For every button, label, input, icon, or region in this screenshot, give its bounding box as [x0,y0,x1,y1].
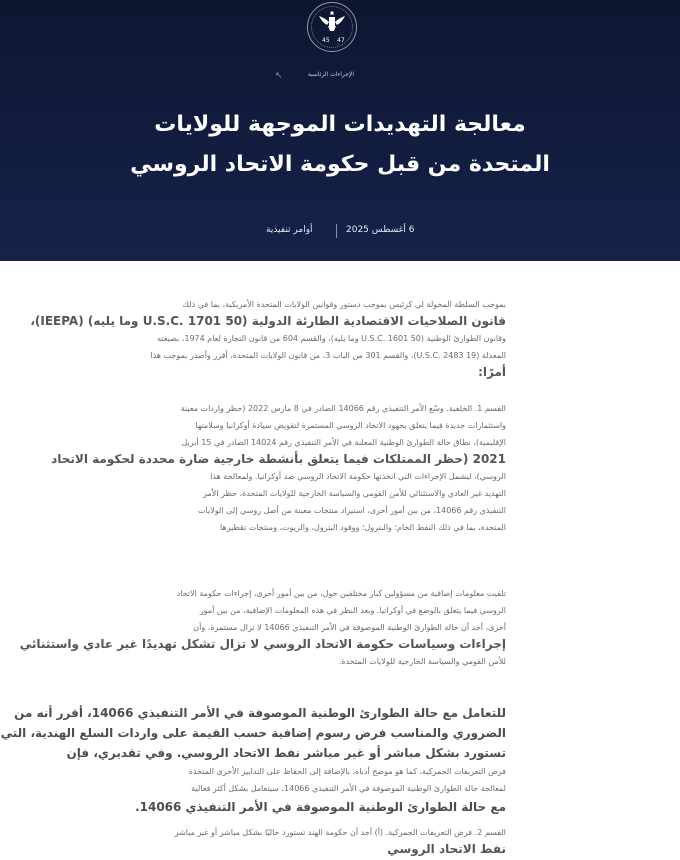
eagle-icon [317,8,347,36]
text-line: القسم 2. فرض التعريفات الجمركية. (أ) أجد أن حكومة الهند تستورد حاليًا بشكل مباشر أو غير مباشر [174,828,506,837]
text-line: تستورد بشكل مباشر أو غير مباشر نفط الاتحاد الروسي. وفي تقديري، فإن [66,746,506,760]
seal-number-left: 45 [322,37,330,44]
text-line: وقانون الطوارئ الوطنية (50 U.S.C. 1601 وما يليه)، والقسم 604 من قانون التجارة لعام 1974، بصيغته [157,334,506,343]
text-line: واستثمارات جديدة فيما يتعلق بجهود الاتحاد الروسي المستمرة لتقويض سيادة أوكرانيا وسلامتها [195,421,506,430]
text-line: الروسي)، ليشمل الإجراءات التي اتخذتها حكومة الاتحاد الروسي ضد أوكرانيا. ولمعالجة هذا [210,472,506,481]
text-line: للتعامل مع حالة الطوارئ الوطنية الموصوفة في الأمر التنفيذي 14066، أقرر أنه من [14,706,506,720]
page-title [40,105,640,185]
text-line: فرض التعريفات الجمركية، كما هو موضح أدناه، بالإضافة إلى الحفاظ على التدابير الأخرى المتخذة [188,767,506,776]
preamble-paragraph [30,296,506,381]
text-line: الروسي فيما يتعلق بالوضع في أوكرانيا. وبعد النظر في هذه المعلومات الإضافية، من بين أمور [199,606,506,615]
section-1-paragraph [51,400,506,536]
section-2-paragraph [102,824,506,858]
cursor-icon: ↖ [275,71,283,81]
text-line: الضروري والمناسب فرض رسوم إضافية حسب القيمة على واردات السلع الهندية، التي [0,726,506,740]
text-line: الإقليمية)، نطاق حالة الطوارئ الوطنية المعلنة في الأمر التنفيذي رقم 14024 الصادر في 15 أبريل [181,438,506,447]
text-line: المتحدة، بما في ذلك النفط الخام؛ والبترول؛ ووقود البترول، والزيوت، ومنتجات تقطيرها [219,523,506,532]
text-line: نفط الاتحاد الروسي [387,842,506,856]
text-line: أمرًا: [478,365,506,379]
article-header [0,0,680,261]
publish-date: 6 أغسطس 2025 [346,225,415,235]
text-line: تلقيت معلومات إضافية من مسؤولين كبار مختلفين حول، من بين أمور أخرى، إجراءات حكومة الاتحاد [176,589,506,598]
article-meta [0,222,680,242]
text-line: التهديد غير العادي والاستثنائي للأمن القومي والسياسة الخارجية للولايات المتحدة، حظر الأمر [203,489,506,498]
breadcrumb-link[interactable]: الإجراءات الرئاسية [307,71,354,78]
text-line: القسم 1. الخلفية. وسّع الأمر التنفيذي رقم 14066 الصادر في 8 مارس 2022 (حظر واردات معينة [180,404,506,413]
text-line: التنفيذي رقم 14066، من بين أمور أخرى، استيراد منتجات معينة من أصل روسي إلى الولايات [198,506,506,515]
text-line: قانون الصلاحيات الاقتصادية الطارئة الدولية (50 U.S.C. 1701 وما يليه) (IEEPA)، [30,314,506,328]
title-line-1: معالجة التهديدات الموجهة للولايات [154,111,526,137]
title-line-2: المتحدة من قبل حكومة الاتحاد الروسي [130,151,550,177]
presidential-seal [307,2,357,52]
meta-divider [336,224,337,238]
text-line: 2021 (حظر الممتلكات فيما يتعلق بأنشطة خارجية ضارة محددة لحكومة الاتحاد [51,452,506,466]
text-line: مع حالة الطوارئ الوطنية الموصوفة في الأمر التنفيذي 14066. [135,800,506,814]
text-line: إجراءات وسياسات حكومة الاتحاد الروسي لا تزال تشكل تهديدًا غير عادي واستثنائي [19,637,506,651]
determination-paragraph [0,703,506,817]
findings-paragraph [19,585,506,670]
category-link[interactable]: أوامر تنفيذية [266,225,313,235]
text-line: للأمن القومي والسياسة الخارجية للولايات المتحدة. [338,657,506,666]
text-line: لمعالجة حالة الطوارئ الوطنية الموصوفة في الأمر التنفيذي 14066، سيتعامل بشكل أكثر فعالية [191,784,506,793]
text-line: بموجب السلطة المخولة لي كرئيس بموجب دستور وقوانين الولايات المتحدة الأمريكية، بما في ذلك [182,300,506,309]
text-line: المعدلة (19 U.S.C. 2483)، والقسم 301 من الباب 3، من قانون الولايات المتحدة، أقرر وأصدر بموجب هذا [150,351,506,360]
text-line: أخرى، أجد أن حالة الطوارئ الوطنية الموصوفة في الأمر التنفيذي 14066 لا تزال مستمرة، وأن [193,623,506,632]
seal-number-right: 47 [337,37,345,44]
